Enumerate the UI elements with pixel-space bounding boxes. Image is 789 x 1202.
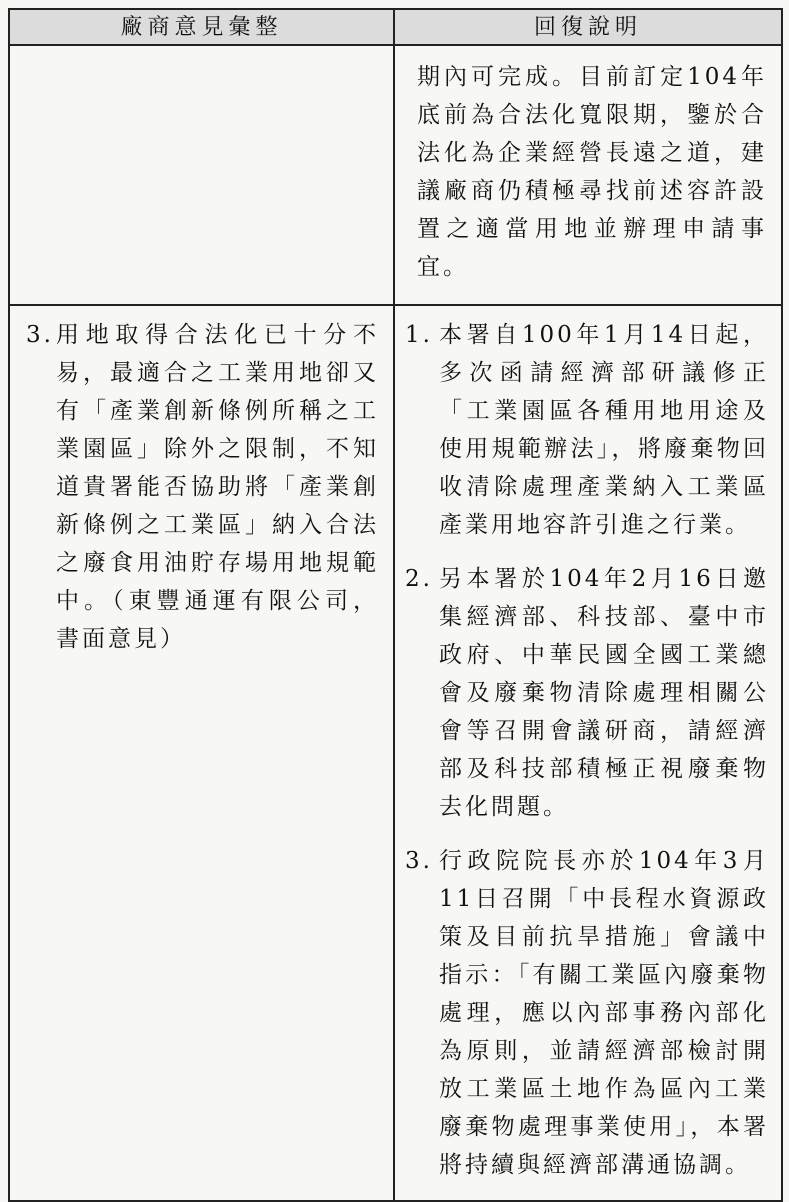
reply-item (405, 316, 769, 544)
header-response: 回復說明 (394, 9, 782, 45)
table-row (9, 45, 782, 305)
reply-item (405, 560, 769, 826)
reply-item (405, 842, 769, 1184)
reply-item-number: 3. (405, 848, 433, 874)
reply-continuation-text: 期內可完成。目前訂定104年底前為合法化寬限期，鑒於合法化為企業經營長遠之道，建議廠商仍積極尋找前述容許設置之適當用地並辦理申請事宜。 (417, 64, 767, 280)
opinion-cell-empty (9, 45, 394, 305)
reply-cell (394, 305, 782, 1201)
opinion-cell (9, 305, 394, 1201)
reply-item-number: 1. (405, 322, 433, 348)
reply-item-number: 2. (405, 566, 433, 592)
reply-item-text: 本署自100年1月14日起，多次函請經濟部研議修正「工業園區各種用地用途及使用規範辦法」，將廢棄物回收清除處理產業納入工業區產業用地容許引進之行業。 (439, 322, 769, 538)
opinion-response-table (8, 8, 783, 1202)
opinion-item (26, 316, 379, 658)
opinion-text: 用地取得合法化已十分不易，最適合之工業用地卻又有「產業創新條例所稱之工業園區」除外之限制，不知道貴署能否協助將「產業創新條例之工業區」納入合法之廢食用油貯存場用地規範中。（東豐通運有限公司，書面意見） (56, 322, 379, 652)
opinion-number: 3. (26, 322, 54, 348)
reply-item-text: 另本署於104年2月16日邀集經濟部、科技部、臺中市政府、中華民國全國工業總會及廢棄物清除處理相關公會等召開會議研商，請經濟部及科技部積極正視廢棄物去化問題。 (439, 566, 769, 820)
reply-cell (394, 45, 782, 305)
reply-item-text: 行政院院長亦於104年3月11日召開「中長程水資源政策及目前抗旱措施」會議中指示：「有關工業區內廢棄物處理，應以內部事務內部化為原則，並請經濟部檢討開放工業區土地作為區內工業廢棄物處理事業使用」，本署將持續與經濟部溝通協調。 (439, 848, 769, 1178)
table-row (9, 305, 782, 1201)
header-vendor-opinions: 廠商意見彙整 (9, 9, 394, 45)
table-header-row (9, 9, 782, 45)
